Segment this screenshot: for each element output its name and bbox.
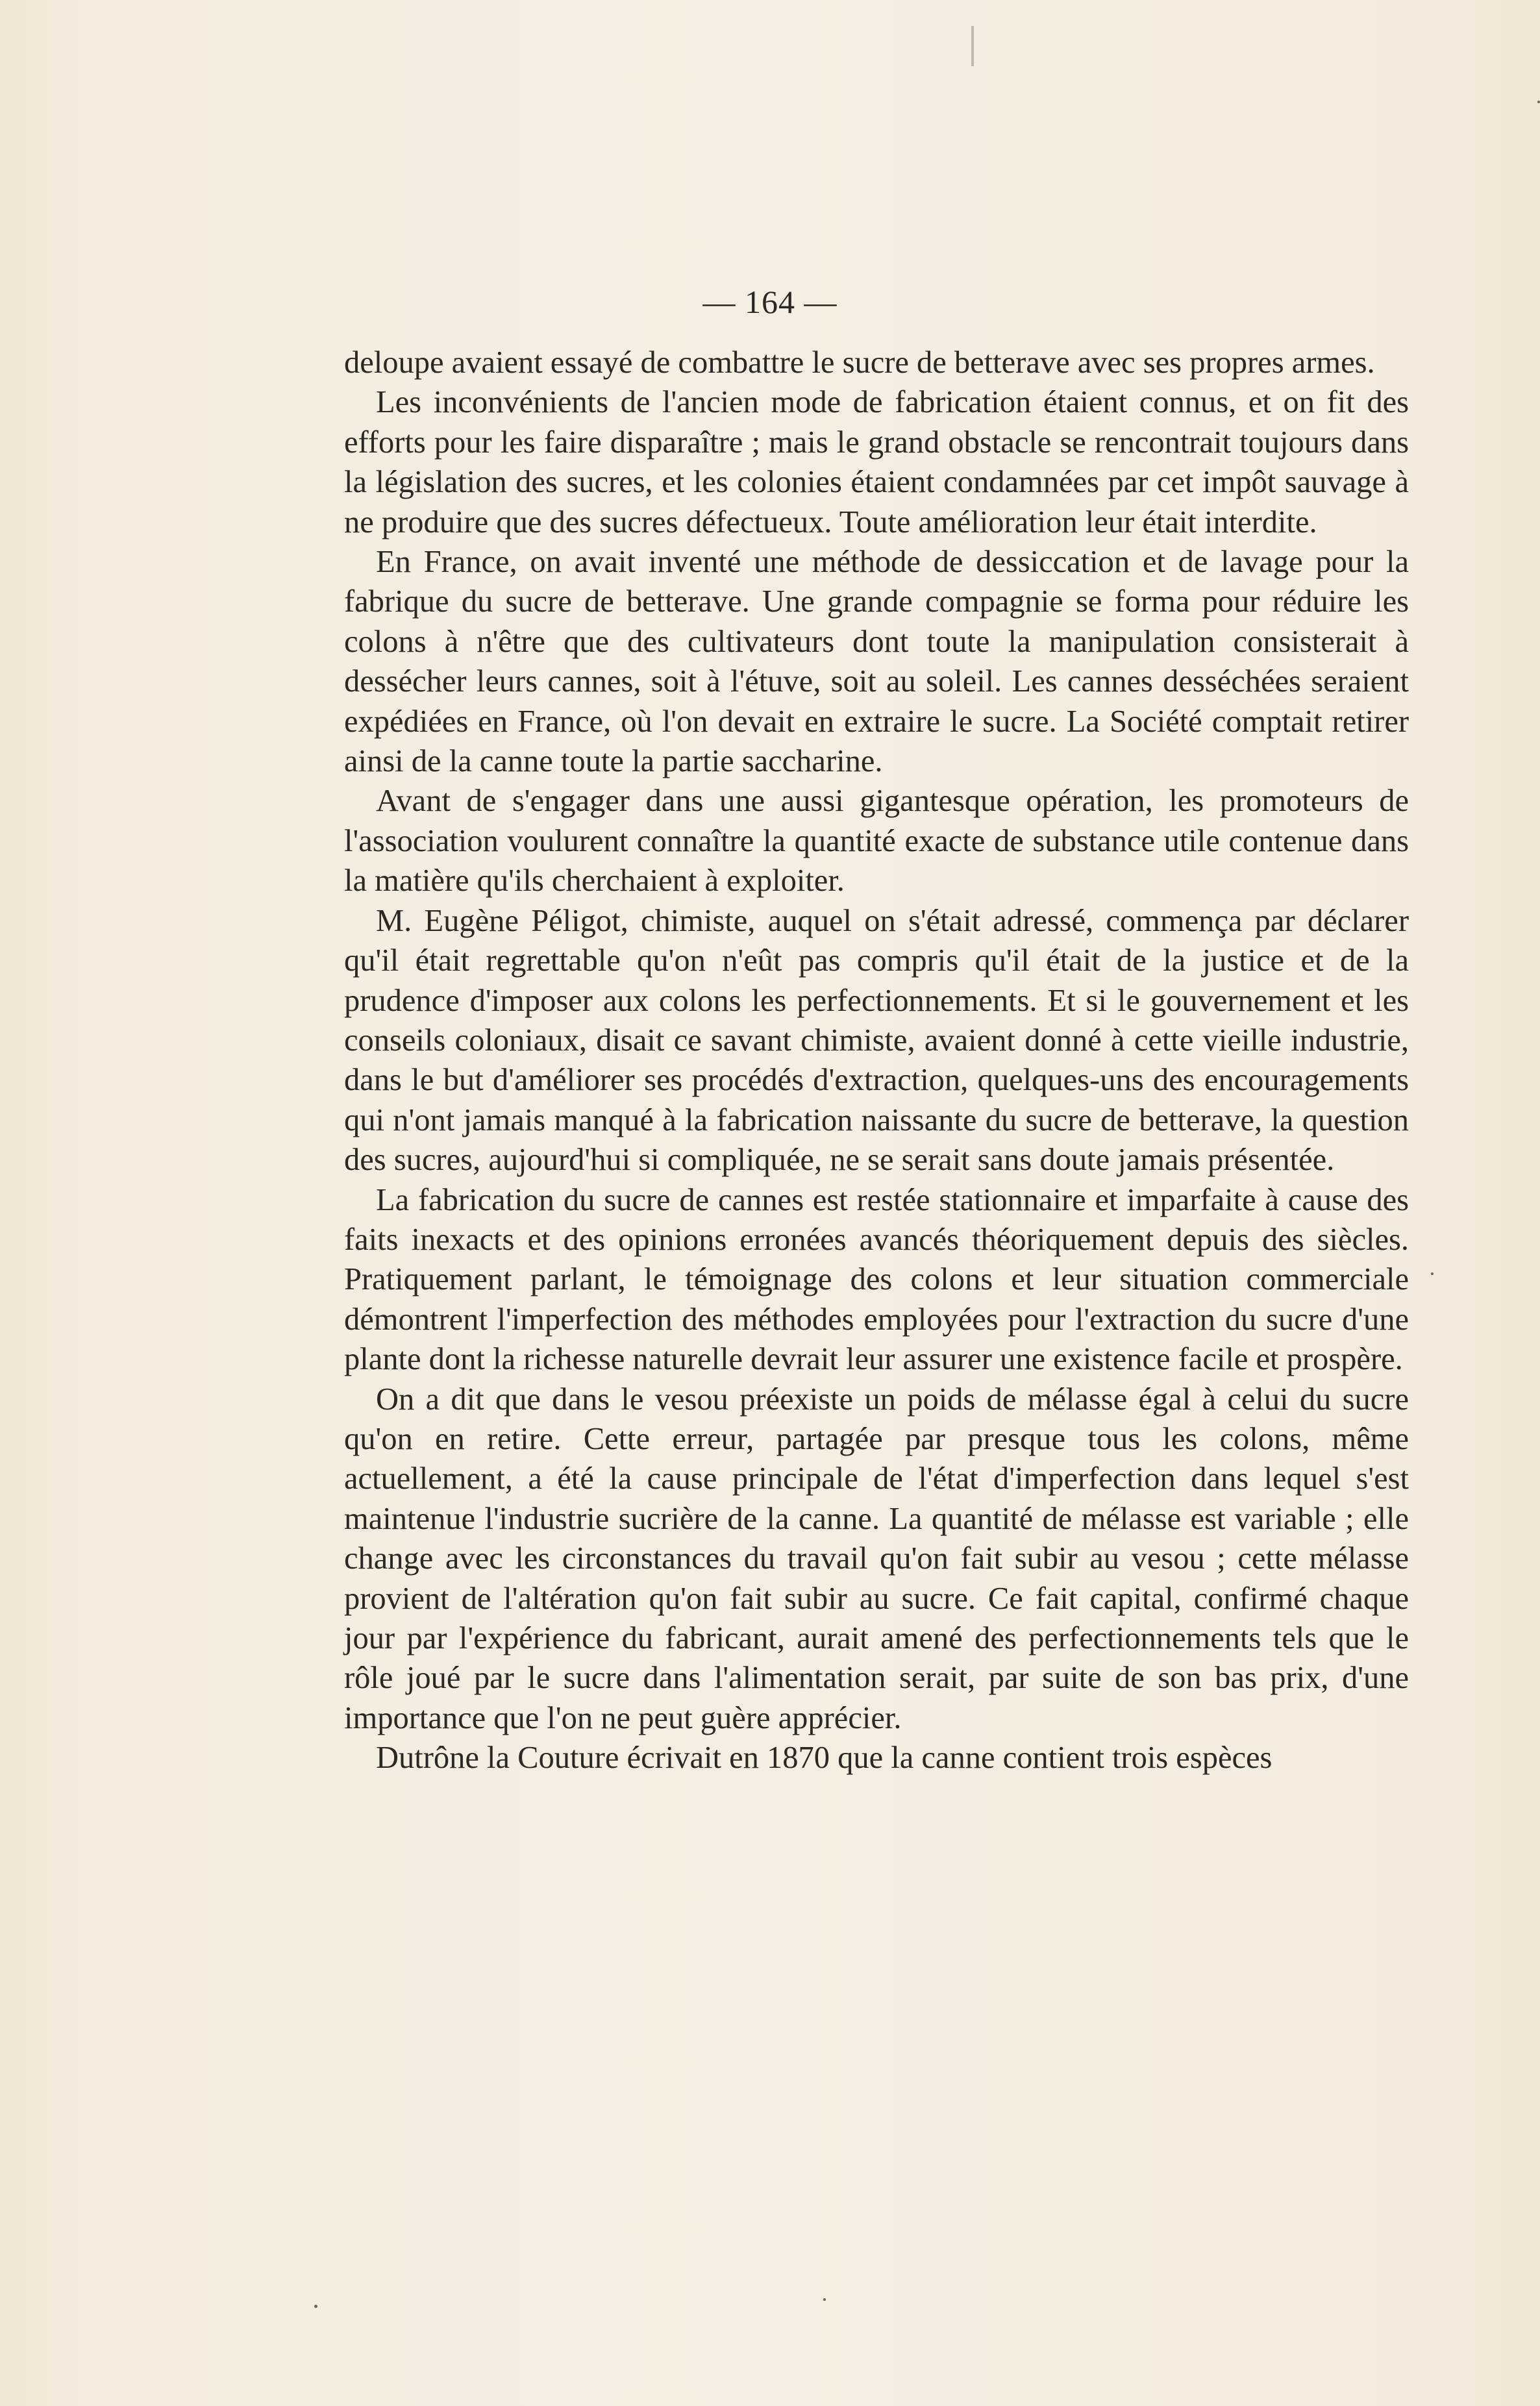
paragraph-1: deloupe avaient essayé de combattre le sucre de betterave avec ses propres armes. xyxy=(344,345,1375,380)
paragraph-5: M. Eugène Péligot, chimiste, auquel on s'était adressé, commença par déclarer qu'il était regrettable qu'on n'eût pas compris qu'il était de la justice et de la prudence d'imposer aux colons les perfectionnements. Et si le gouvernement et les conseils coloniaux, disait ce savant chimiste, avaient donné à cette vieille industrie, dans le but d'améliorer ses procédés d'extraction, quelques-uns des encouragements qui n'ont jamais manqué à la fabrication naissante du sucre de betterave, la question des sucres, aujourd'hui si compliquée, ne se serait sans doute jamais présentée. xyxy=(344,903,1409,1178)
page-number: — 164 — xyxy=(702,284,838,320)
paragraph-7: On a dit que dans le vesou préexiste un poids de mélasse égal à celui du sucre qu'on en retire. Cette erreur, partagée par presque tous les colons, même actuellement, a été la cause principale de l'état d'imperfection dans lequel s'est maintenue l'industrie sucrière de la canne. La quantité de mélasse est variable ; elle change avec les circonstances du travail qu'on fait subir au vesou ; cette mélasse provient de l'altération qu'on fait subir au sucre. Ce fait capital, confirmé chaque jour par l'expérience du fabricant, aurait amené des perfectionnements tels que le rôle joué par le sucre dans l'alimentation serait, par suite de son bas prix, d'une importance que l'on ne peut guère apprécier. xyxy=(344,1382,1409,1735)
scan-artifact xyxy=(971,26,974,66)
paragraph-8: Dutrône la Couture écrivait en 1870 que la canne contient trois espèces xyxy=(376,1741,1273,1776)
speck xyxy=(1537,101,1540,103)
speck xyxy=(314,2305,317,2308)
speck xyxy=(823,2298,826,2301)
body-text xyxy=(344,343,1409,1778)
speck xyxy=(1431,1272,1434,1275)
paragraph-4: Avant de s'engager dans une aussi gigantesque opération, les promoteurs de l'association voulurent connaître la quantité exacte de substance utile contenue dans la matière qu'ils cherchaient à exploiter. xyxy=(344,784,1409,899)
paragraph-6: La fabrication du sucre de cannes est restée stationnaire et imparfaite à cause des faits inexacts et des opinions erronées avancés théoriquement depuis des siècles. Pratiquement parlant, le témoignage des colons et leur situation commerciale démontrent l'imperfection des méthodes employées pour l'extraction du sucre d'une plante dont la richesse naturelle devrait leur assurer une existence facile et prospère. xyxy=(344,1182,1409,1377)
paragraph-2: Les inconvénients de l'ancien mode de fabrication étaient connus, et on fit des efforts pour les faire disparaître ; mais le grand obstacle se rencontrait toujours dans la législation des sucres, et les colonies étaient condamnées par cet impôt sauvage à ne produire que des sucres défectueux. Toute amélioration leur était interdite. xyxy=(344,385,1409,539)
paragraph-3: En France, on avait inventé une méthode de dessiccation et de lavage pour la fabrique du sucre de betterave. Une grande compagnie se forma pour réduire les colons à n'être que des cultivateurs dont toute la manipulation consisterait à dessécher leurs cannes, soit à l'étuve, soit au soleil. Les cannes desséchées seraient expédiées en France, où l'on devait en extraire le sucre. La Société comptait retirer ainsi de la canne toute la partie saccharine. xyxy=(344,545,1409,779)
